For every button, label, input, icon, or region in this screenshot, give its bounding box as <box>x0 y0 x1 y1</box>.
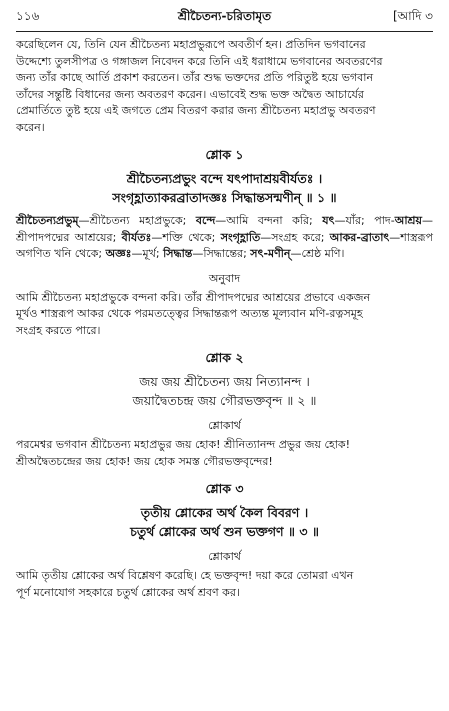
synonym-term: আশ্রয় <box>394 214 422 227</box>
synonym-term: অজ্ঞঃ <box>105 247 132 260</box>
header-rule <box>16 31 433 32</box>
verse-2-line: জয়াদ্বৈতচন্দ্র জয় গৌরভক্তবৃন্দ ॥ ২ ॥ <box>132 393 317 408</box>
verse-1-synonyms: শ্রীচৈতন্যপ্রভুম্—শ্রীচৈতন্য মহাপ্রভুকে; বন্দে—আমি বন্দনা করি; যৎ—যাঁর; পাদ-আশ্রয়—শ্রীপাদপদ্মের আশ্রয়ের; বীর্যতঃ—শক্তি থেকে; সংগৃহ্ণাতি—সংগ্রহ করে; আকর-ব্রাতাৎ—শাস্ত্ররূপ অগণিত খনি থেকে; অজ্ঞঃ—মূর্খ; সিদ্ধান্ত—সিদ্ধান্তের; সৎ-মণীন্—শ্রেষ্ঠ মণি। <box>16 214 434 260</box>
text-line: প্রেমার্তিতে তুষ্ট হয়ে এই জগতে প্রেম বিতরণ করার জন্য শ্রীচৈতন্য মহাপ্রভু অবতরণ <box>16 104 376 117</box>
synonym-meaning: সিদ্ধান্তের; <box>203 247 251 260</box>
verse-3-line: চতুর্থ শ্লোকের অর্থ শুন ভক্তগণ ॥ ৩ ॥ <box>130 524 319 539</box>
synonym-term: শ্রীচৈতন্যপ্রভুম্ <box>16 214 79 227</box>
text-line: পূর্ণ মনোযোগ সহকারে চতুর্থ শ্লোকের অর্থ শ্রবণ কর। <box>16 585 240 599</box>
verse-1-label: শ্লোক ১ <box>205 147 244 162</box>
text-line: শ্রীঅদ্বৈতচন্দ্রের জয় হোক! জয় হোক সমস্ত গৌরভক্তবৃন্দের! <box>16 454 273 468</box>
verse-2-meaning <box>16 437 433 470</box>
verse-2-line: জয় জয় শ্রীচৈতন্য জয় নিত্যানন্দ । <box>139 374 310 389</box>
verse-2-meaning-label: শ্লোকার্থ <box>208 419 241 432</box>
text-line: সংগ্রহ করতে পারে। <box>16 323 101 337</box>
text-line: করেছিলেন যে, তিনি যেন শ্রীচৈতন্য মহাপ্রভুরূপে অবতীর্ণ হন। প্রতিদিন ভগবানের <box>16 38 366 51</box>
synonym-meaning: মূর্খ; <box>142 247 164 260</box>
running-header <box>16 8 433 28</box>
verse-3-line: তৃতীয় শ্লোকের অর্থ কৈল বিবরণ । <box>140 505 309 520</box>
synonym-term: বন্দে <box>195 214 216 227</box>
synonym-meaning: শাস্ত্ররূপ অগণিত খনি থেকে; <box>16 230 434 260</box>
chapter-marker: [আদি ৩ <box>392 9 433 23</box>
verse-3-label: শ্লোক ৩ <box>205 481 244 496</box>
verse-2-label: শ্লোক ২ <box>205 350 244 365</box>
synonym-meaning: শ্রেষ্ঠ মণি। <box>301 247 345 260</box>
synonym-meaning: শক্তি থেকে; <box>162 230 221 244</box>
synonym-term: ব্রাতাৎ <box>360 230 390 244</box>
synonym-meaning: শ্রীচৈতন্য মহাপ্রভুকে; <box>89 214 196 227</box>
text-line: জন্য তাঁর কাছে আর্তি প্রকাশ করতেন। তাঁর শুদ্ধ ভক্তদের প্রতি পরিতুষ্ট হয়ে ভগবান <box>16 71 374 84</box>
text-line: তাঁদের সন্তুষ্টি বিধানের জন্য অবতরণ করেন। এভাবেই শুদ্ধ ভক্ত অদ্বৈত আচার্যের <box>16 87 364 101</box>
text-line: উদ্দেশ্যে তুলসীপত্র ও গঙ্গাজল নিবেদন করে তিনি এই ধরাধামে ভগবানের অবতরণের <box>16 54 383 68</box>
synonym-meaning: আমি বন্দনা করি; <box>226 214 323 227</box>
verse-3-meaning <box>16 568 433 601</box>
text-line: আমি শ্রীচৈতন্য মহাপ্রভুকে বন্দনা করি। তাঁর শ্রীপাদপদ্মের আশ্রয়ের প্রভাবে একজন <box>16 290 371 304</box>
synonym-term: সংগৃহ্ণাতি <box>220 230 261 244</box>
synonym-meaning: যাঁর; পাদ- <box>345 214 395 227</box>
text-line: পরমেশ্বর ভগবান শ্রীচৈতন্য মহাপ্রভুর জয় হোক! শ্রীনিত্যানন্দ প্রভুর জয় হোক! <box>16 438 351 451</box>
page-number: ১১৬ <box>16 9 40 23</box>
book-title: শ্রীচৈতন্য-চরিতামৃত <box>177 9 272 23</box>
synonym-term: বীর্যতঃ <box>121 230 152 244</box>
translation-label: অনুবাদ <box>208 271 241 285</box>
synonym-term: আকর- <box>329 230 361 244</box>
text-line: মূর্খও শাস্ত্ররূপ আকর থেকে পরমতত্ত্বের সিদ্ধান্তরূপ অত্যন্ত মূল্যবান মণি-রত্নসমূহ <box>16 307 363 320</box>
text-line: আমি তৃতীয় শ্লোকের অর্থ বিশ্লেষণ করেছি। হে ভক্তবৃন্দ! দয়া করে তোমরা এখন <box>16 569 354 582</box>
synonym-term: সৎ-মণীন্ <box>250 247 291 260</box>
verse-1-translation <box>16 290 433 340</box>
synonym-term: যৎ <box>322 214 335 227</box>
intro-purport <box>16 37 433 136</box>
synonym-meaning: সংগ্রহ করে; <box>271 230 330 244</box>
verse-3-meaning-label: শ্লোকার্থ <box>208 550 241 563</box>
text-line: করেন। <box>16 120 45 134</box>
synonym-meaning: শ্রীপাদপদ্মের আশ্রয়ের; <box>16 230 122 244</box>
verse-1-line: শ্রীচৈতন্যপ্রভুং বন্দে যৎপাদাশ্রয়বীর্যতঃ । <box>126 171 323 186</box>
synonym-term: সিদ্ধান্ত <box>163 247 193 260</box>
verse-1-line: সংগৃহ্ণাত্যাকরব্রাতাদজ্ঞঃ সিদ্ধান্তসন্মণীন্ ॥ ১ ॥ <box>112 190 337 205</box>
